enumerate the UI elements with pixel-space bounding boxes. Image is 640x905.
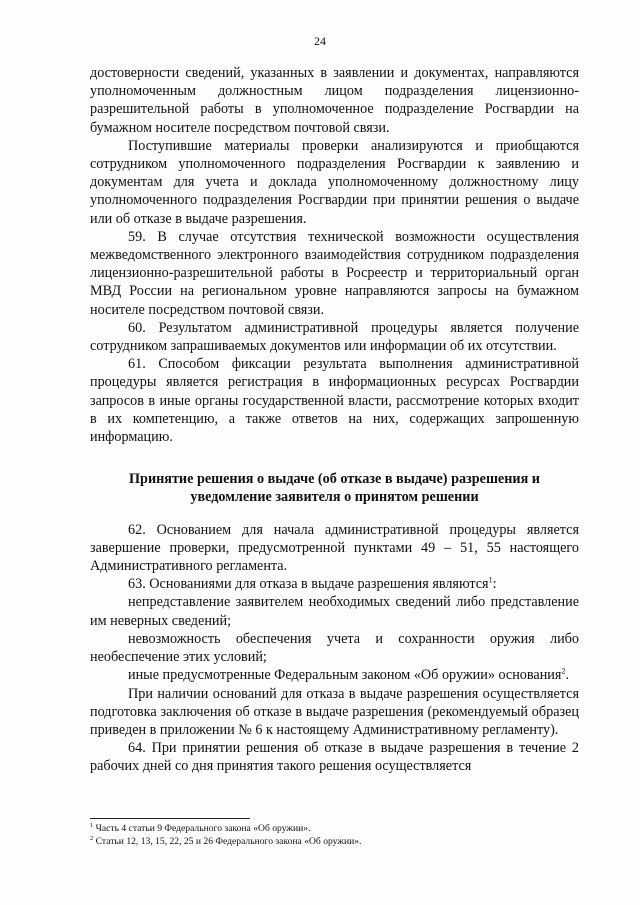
footnote-divider [90,818,250,819]
paragraph-62: 62. Основанием для начала административной процедуры является завершение проверки, предусмотренной пунктами 49 – 51, 55 настоящего Административного регламента. [90,521,579,575]
footnote-ref-1: 1 [488,575,493,585]
paragraph-conclusion: При наличии оснований для отказа в выдаче разрешения осуществляется подготовка заключения об отказе в выдаче разрешения (рекомендуемый образец приведен в приложении № 6 к настоящему Административному регламенту). [90,685,579,738]
footnote-1-mark: 1 [90,821,94,829]
footnote-ref-2: 2 [561,666,566,676]
footnotes [90,823,579,849]
list-item-3-period: . [565,667,569,684]
footnote-1-text: Часть 4 статьи 9 Федерального закона «Об оружии». [93,823,311,834]
list-item-3 [90,666,579,684]
paragraph-63 [90,575,579,593]
page-number: 24 [314,34,326,48]
paragraph-materials: Поступившие материалы проверки анализируются и приобщаются сотрудником уполномоченного подразделения Росгвардии к заявлению и документам для учета и доклада уполномоченному должностному лицу уполномоченного подразделения Росгвардии при принятии решения о выдаче или об отказе в выдаче разрешения. [90,137,579,227]
paragraph-61: 61. Способом фиксации результата выполнения административной процедуры является регистрация в информационных ресурсах Росгвардии запросов в иные органы государственной власти, рассмотрение которых входит в их компетенцию, а также ответов на них, содержащих запрошенную информацию. [90,356,579,446]
section-heading: Принятие решения о выдаче (об отказе в выдаче) разрешения и уведомление заявителя о принятом решении [129,471,540,506]
paragraph-59: 59. В случае отсутствия технической возможности осуществления межведомственного электронного взаимодействия сотрудником подразделения лицензионно-разрешительной работы в Росреестр и территориальный орган МВД России на региональном уровне направляются запросы на бумажном носителе посредством почтовой связи. [90,228,579,318]
paragraph-63-text: 63. Основаниями для отказа в выдаче разрешения являются [128,576,489,593]
footnote-2-text: Статьи 12, 13, 15, 22, 25 и 26 Федерального закона «Об оружии». [93,836,362,847]
list-item-3-text: иные предусмотренные Федеральным законом «Об оружии» основания [128,667,562,684]
footnote-1 [90,823,579,835]
footnote-2-mark: 2 [90,834,94,842]
paragraph-64: 64. При принятии решения об отказе в выдаче разрешения в течение 2 рабочих дней со дня принятия такого решения осуществляется [90,740,579,775]
list-item-2: невозможность обеспечения учета и сохранности оружия либо необеспечение этих условий; [90,630,579,666]
list-item-1: непредставление заявителем необходимых сведений либо представление им неверных сведений; [90,594,579,629]
footnote-2 [90,836,579,848]
paragraph-60: 60. Результатом административной процедуры является получение сотрудником запрашиваемых документов или информации об их отсутствии. [90,319,579,355]
paragraph-continuation: достоверности сведений, указанных в заявлении и документах, направляются уполномоченным должностным лицом подразделения лицензионно-разрешительной работы в уполномоченное подразделение Росгвардии на бумажном носителе посредством почтовой связи. [90,65,579,136]
paragraph-63-colon: : [492,576,497,593]
document-body [90,64,579,776]
